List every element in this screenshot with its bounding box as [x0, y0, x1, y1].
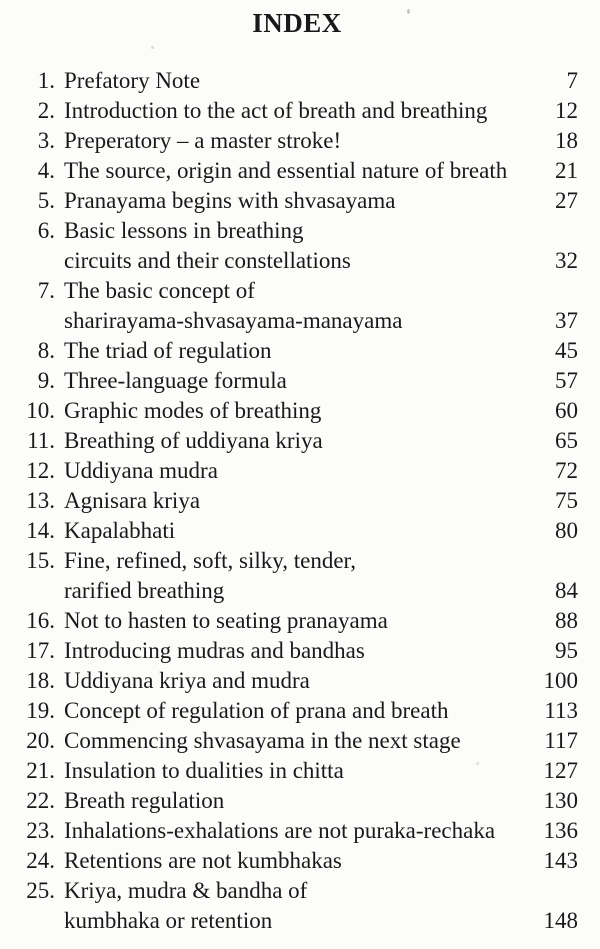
- entry-page-number: 45: [555, 338, 578, 363]
- entry-page-number: 130: [543, 788, 578, 813]
- index-row: [24, 906, 578, 936]
- entry-number: 3.: [37, 128, 55, 153]
- entry-number: 7.: [37, 278, 55, 303]
- index-row: [24, 426, 578, 456]
- index-row: [24, 456, 578, 486]
- entry-title: Introduction to the act of breath and breathing: [64, 98, 488, 123]
- index-row: [24, 546, 578, 576]
- page-title: INDEX: [252, 8, 342, 38]
- entry-page-number: 21: [555, 158, 578, 183]
- index-row: [24, 636, 578, 666]
- index-list: [24, 66, 578, 936]
- index-row: [24, 726, 578, 756]
- entry-number: 9.: [37, 368, 55, 393]
- index-row: [24, 696, 578, 726]
- index-row: [24, 786, 578, 816]
- entry-page-number: 143: [543, 848, 578, 873]
- entry-page-number: 65: [555, 428, 578, 453]
- entry-title: Concept of regulation of prana and breath: [64, 698, 449, 723]
- entry-title: Uddiyana kriya and mudra: [64, 668, 310, 693]
- entry-number: 11.: [27, 428, 55, 453]
- entry-title: Introducing mudras and bandhas: [64, 638, 365, 663]
- entry-title: Not to hasten to seating pranayama: [64, 608, 388, 633]
- index-row: [24, 96, 578, 126]
- entry-title: Three-language formula: [64, 368, 287, 393]
- entry-title: sharirayama-shvasayama-manayama: [64, 308, 403, 333]
- entry-title: Fine, refined, soft, silky, tender,: [64, 548, 357, 573]
- entry-page-number: 75: [555, 488, 578, 513]
- entry-title: The source, origin and essential nature of breath: [64, 158, 508, 183]
- entry-number: 1.: [37, 68, 55, 93]
- scan-speck: [407, 9, 410, 14]
- index-row: [24, 216, 578, 246]
- entry-title: Graphic modes of breathing: [64, 398, 322, 423]
- entry-title: Breath regulation: [64, 788, 225, 813]
- entry-number: 5.: [37, 188, 55, 213]
- index-row: [24, 186, 578, 216]
- entry-title: Basic lessons in breathing: [64, 218, 304, 243]
- entry-page-number: 18: [555, 128, 578, 153]
- entry-page-number: 7: [566, 68, 578, 93]
- entry-number: 13.: [26, 488, 55, 513]
- entry-number: 22.: [26, 788, 55, 813]
- entry-number: 12.: [26, 458, 55, 483]
- entry-number: 21.: [26, 758, 55, 783]
- entry-title: Kriya, mudra & bandha of: [64, 878, 308, 903]
- entry-number: 20.: [26, 728, 55, 753]
- entry-page-number: 57: [555, 368, 578, 393]
- entry-number: 24.: [26, 848, 55, 873]
- index-row: [24, 756, 578, 786]
- index-row: [24, 126, 578, 156]
- scan-speck: [476, 762, 479, 765]
- entry-page-number: 117: [544, 728, 578, 753]
- entry-page-number: 127: [543, 758, 578, 783]
- entry-title: Uddiyana mudra: [64, 458, 218, 483]
- index-row: [24, 366, 578, 396]
- entry-number: 18.: [26, 668, 55, 693]
- entry-title: Inhalations-exhalations are not puraka-rechaka: [64, 818, 496, 843]
- entry-number: 4.: [37, 158, 55, 183]
- entry-page-number: 148: [543, 908, 578, 933]
- entry-page-number: 113: [544, 698, 578, 723]
- entry-title: Breathing of uddiyana kriya: [64, 428, 323, 453]
- entry-title: Pranayama begins with shvasayama: [64, 188, 396, 213]
- entry-number: 23.: [26, 818, 55, 843]
- entry-number: 10.: [26, 398, 55, 423]
- entry-title: Preperatory – a master stroke!: [64, 128, 342, 153]
- entry-page-number: 84: [555, 578, 578, 603]
- index-row: [24, 846, 578, 876]
- entry-title: Kapalabhati: [64, 518, 176, 543]
- entry-title: circuits and their constellations: [64, 248, 351, 273]
- entry-page-number: 95: [555, 638, 578, 663]
- index-row: [24, 276, 578, 306]
- entry-title: rarified breathing: [64, 578, 225, 603]
- entry-number: 25.: [26, 878, 55, 903]
- index-row: [24, 396, 578, 426]
- entry-number: 17.: [26, 638, 55, 663]
- entry-title: kumbhaka or retention: [64, 908, 273, 933]
- entry-number: 14.: [26, 518, 55, 543]
- entry-title: Retentions are not kumbhakas: [64, 848, 342, 873]
- entry-title: Agnisara kriya: [64, 488, 201, 513]
- index-row: [24, 876, 578, 906]
- index-row: [24, 666, 578, 696]
- entry-title: Insulation to dualities in chitta: [64, 758, 344, 783]
- entry-page-number: 32: [555, 248, 578, 273]
- entry-page-number: 37: [555, 308, 578, 333]
- entry-title: Prefatory Note: [64, 68, 201, 93]
- entry-page-number: 88: [555, 608, 578, 633]
- entry-title: The basic concept of: [64, 278, 255, 303]
- entry-title: Commencing shvasayama in the next stage: [64, 728, 461, 753]
- entry-page-number: 72: [555, 458, 578, 483]
- entry-number: 15.: [26, 548, 55, 573]
- entry-number: 8.: [37, 338, 55, 363]
- entry-page-number: 80: [555, 518, 578, 543]
- index-row: [24, 156, 578, 186]
- index-row: [24, 66, 578, 96]
- index-row: [24, 246, 578, 276]
- entry-page-number: 12: [555, 98, 578, 123]
- entry-page-number: 100: [543, 668, 578, 693]
- index-row: [24, 516, 578, 546]
- entry-page-number: 60: [555, 398, 578, 423]
- index-row: [24, 306, 578, 336]
- index-row: [24, 336, 578, 366]
- entry-page-number: 136: [543, 818, 578, 843]
- entry-number: 19.: [26, 698, 55, 723]
- index-row: [24, 486, 578, 516]
- entry-number: 16.: [26, 608, 55, 633]
- scan-speck: [151, 46, 154, 49]
- index-row: [24, 576, 578, 606]
- entry-page-number: 27: [555, 188, 578, 213]
- index-row: [24, 816, 578, 846]
- entry-title: The triad of regulation: [64, 338, 272, 363]
- entry-number: 2.: [37, 98, 55, 123]
- index-row: [24, 606, 578, 636]
- entry-number: 6.: [37, 218, 55, 243]
